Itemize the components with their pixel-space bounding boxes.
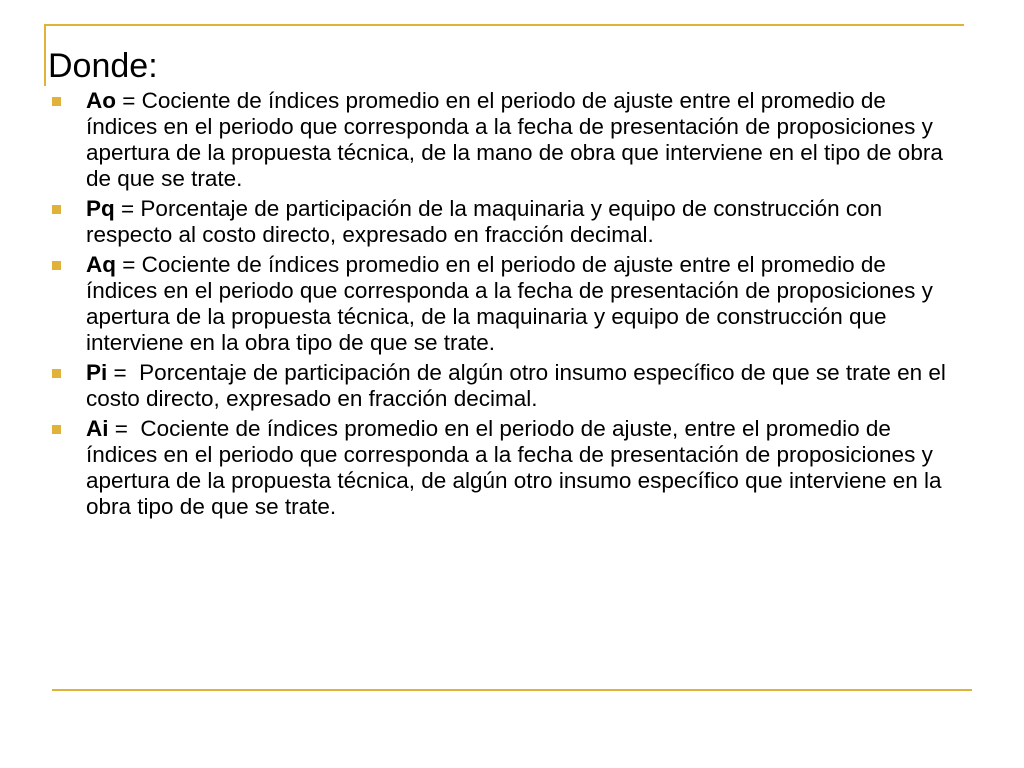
square-bullet-icon — [52, 97, 61, 106]
definition-item-pq — [48, 196, 958, 248]
equals-sign: = — [107, 360, 140, 385]
square-bullet-icon — [52, 369, 61, 378]
definition-item-pi — [48, 360, 958, 412]
equals-sign: = — [116, 88, 142, 113]
definition-text: Cociente de índices promedio en el periodo de ajuste, entre el promedio de índices en el periodo que corresponda a la fecha de presentación de proposiciones y apertura de la propuesta técnica, de algún otro insumo específico que interviene en la obra tipo de que se trate. — [86, 416, 942, 519]
bottom-divider — [52, 689, 972, 691]
square-bullet-icon — [52, 205, 61, 214]
definition-text: Cociente de índices promedio en el periodo de ajuste entre el promedio de índices en el periodo que corresponda a la fecha de presentación de proposiciones y apertura de la propuesta técnica, de la maquinaria y equipo de construcción que interviene en la obra tipo de que se trate. — [86, 252, 933, 355]
definition-text: Porcentaje de participación de la maquinaria y equipo de construcción con respecto al costo directo, expresado en fracción decimal. — [86, 196, 883, 247]
term-label: Ao — [86, 88, 116, 113]
square-bullet-icon — [52, 425, 61, 434]
term-label: Aq — [86, 252, 116, 277]
left-divider — [44, 24, 46, 86]
term-label: Pq — [86, 196, 115, 221]
slide-title: Donde: — [48, 47, 158, 85]
definition-text: Cociente de índices promedio en el periodo de ajuste entre el promedio de índices en el periodo que corresponda a la fecha de presentación de proposiciones y apertura de la propuesta técnica, de la mano de obra que interviene en el tipo de obra de que se trate. — [86, 88, 943, 191]
definition-item-aq — [48, 252, 958, 356]
top-divider — [44, 24, 964, 26]
equals-sign: = — [108, 416, 141, 441]
definition-item-ai — [48, 416, 958, 520]
definition-item-ao — [48, 88, 958, 192]
definition-text: Porcentaje de participación de algún otro insumo específico de que se trate en el costo directo, expresado en fracción decimal. — [86, 360, 946, 411]
equals-sign: = — [116, 252, 142, 277]
equals-sign: = — [114, 196, 141, 221]
term-label: Pi — [86, 360, 108, 385]
definition-list — [48, 88, 958, 524]
term-label: Ai — [86, 416, 109, 441]
square-bullet-icon — [52, 261, 61, 270]
